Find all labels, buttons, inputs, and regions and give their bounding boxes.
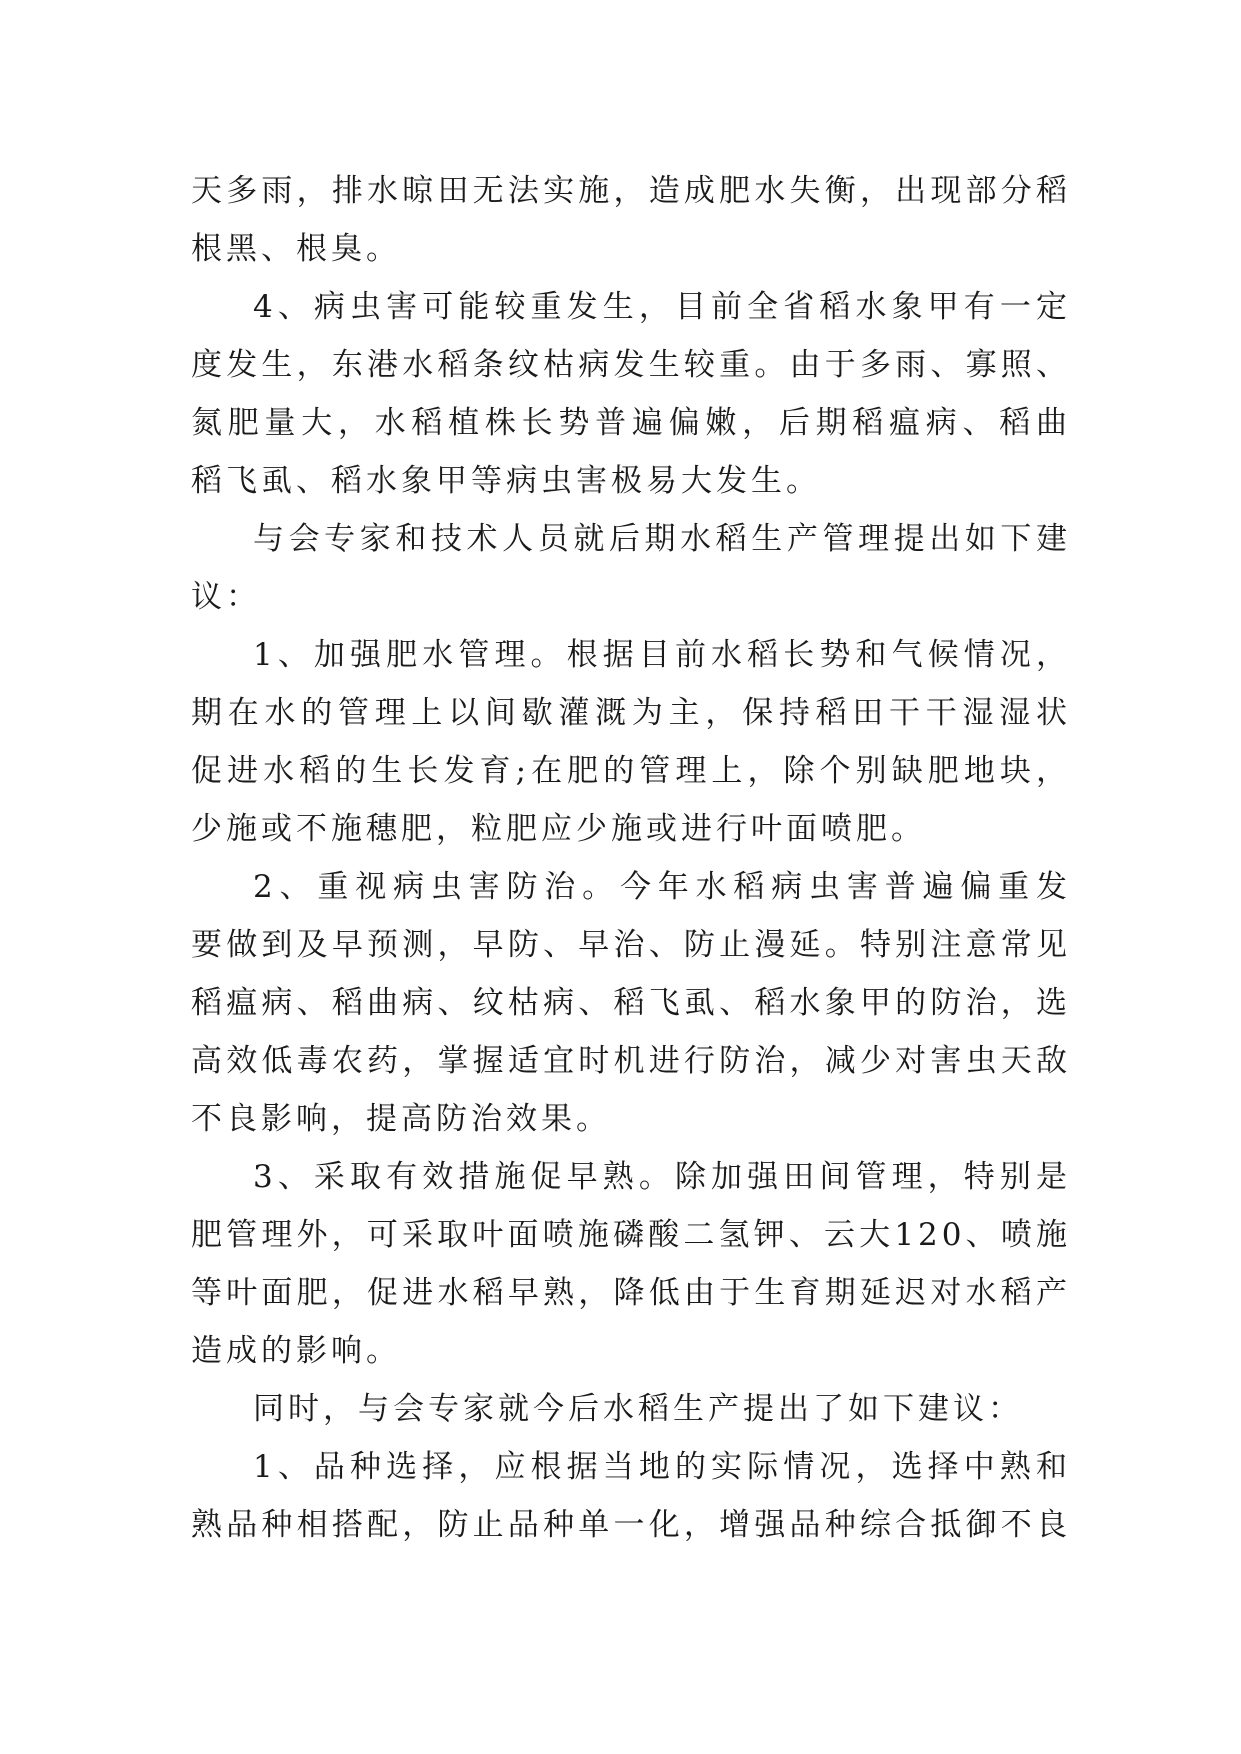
text-line: 等叶面肥，促进水稻早熟，降低由于生育期延迟对水稻产 [191,1275,1071,1311]
document-body [191,162,1071,1554]
text-line: 稻瘟病、稻曲病、纹枯病、稻飞虱、稻水象甲的防治，选 [191,985,1071,1021]
text-line: 与会专家和技术人员就后期水稻生产管理提出如下建 [253,521,1071,557]
text-line: 稻飞虱、稻水象甲等病虫害极易大发生。 [191,463,821,499]
text-line: 3、采取有效措施促早熟。除加强田间管理，特别是 [253,1159,1071,1195]
text-line: 度发生，东港水稻条纹枯病发生较重。由于多雨、寡照、 [191,347,1071,383]
text-line: 同时，与会专家就今后水稻生产提出了如下建议： [253,1391,1023,1427]
text-line: 4、病虫害可能较重发生，目前全省稻水象甲有一定 [253,289,1071,325]
text-line: 根黑、根臭。 [191,231,401,267]
text-line: 1、加强肥水管理。根据目前水稻长势和气候情况， [253,637,1071,673]
text-line: 1、品种选择，应根据当地的实际情况，选择中熟和 [253,1449,1071,1485]
text-line: 不良影响，提高防治效果。 [191,1101,611,1137]
text-line: 肥管理外，可采取叶面喷施磷酸二氢钾、云大120、喷施 [191,1217,1071,1253]
text-line: 高效低毒农药，掌握适宜时机进行防治，减少对害虫天敌 [191,1043,1071,1079]
text-line: 议： [191,579,261,615]
text-line: 造成的影响。 [191,1333,401,1369]
text-line: 氮肥量大，水稻植株长势普遍偏嫩，后期稻瘟病、稻曲 [191,405,1071,441]
text-line: 2、重视病虫害防治。今年水稻病虫害普遍偏重发 [253,869,1071,905]
text-line: 要做到及早预测，早防、早治、防止漫延。特别注意常见 [191,927,1071,963]
text-line: 天多雨，排水晾田无法实施，造成肥水失衡，出现部分稻 [191,173,1071,209]
text-line: 促进水稻的生长发育;在肥的管理上，除个别缺肥地块， [191,753,1071,789]
text-line: 少施或不施穗肥，粒肥应少施或进行叶面喷肥。 [191,811,926,847]
text-line: 熟品种相搭配，防止品种单一化，增强品种综合抵御不良 [191,1507,1071,1543]
text-line: 期在水的管理上以间歇灌溉为主，保持稻田干干湿湿状 [191,695,1071,731]
